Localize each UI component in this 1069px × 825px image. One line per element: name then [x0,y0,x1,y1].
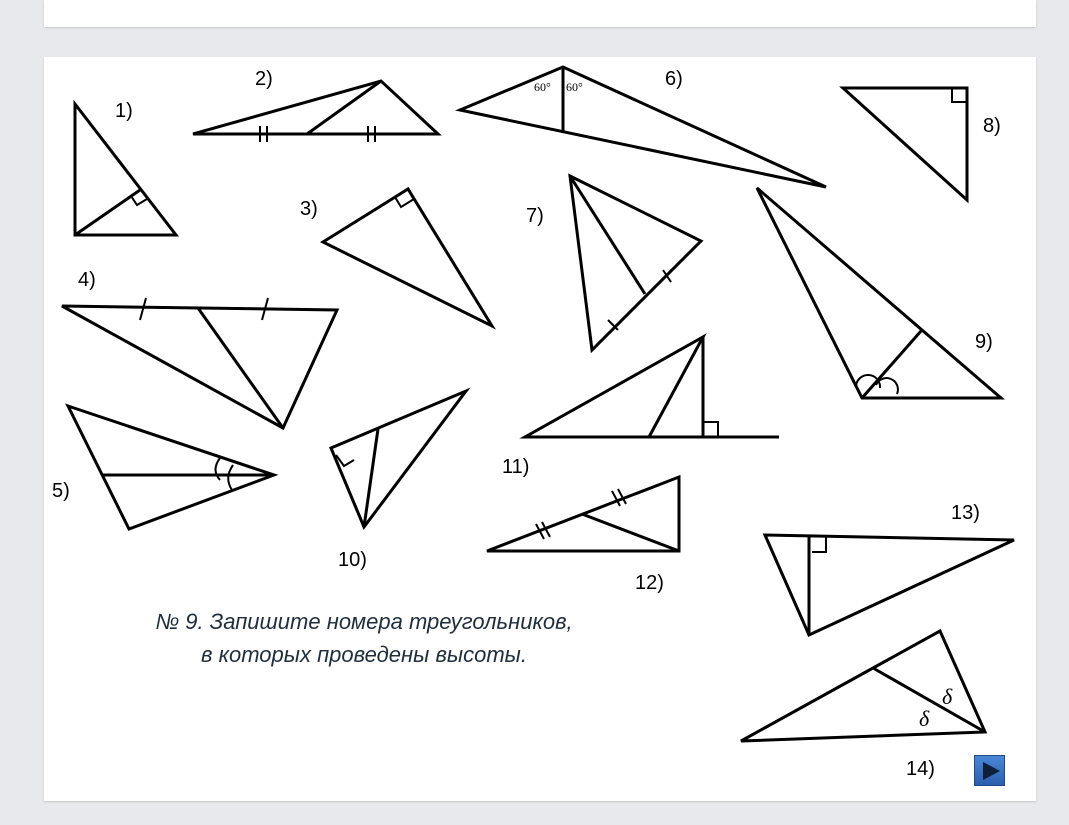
triangle-6 [460,67,826,187]
label-14: 14) [906,758,935,780]
label-6: 6) [665,68,683,90]
triangle-4 [62,298,337,428]
triangle-2 [193,81,438,142]
delta-mark-1: δ [942,684,953,709]
label-5: 5) [52,480,70,502]
triangle-11 [525,337,779,437]
label-9: 9) [975,331,993,353]
triangle-5 [68,406,274,529]
label-3: 3) [300,198,318,220]
triangle-7 [570,176,701,350]
delta-mark-2: δ [919,706,930,731]
task-line-1: № 9. Запишите номера треугольников, [155,609,573,634]
triangle-10 [331,391,466,527]
triangle-1 [75,104,176,235]
triangle-13 [765,535,1014,635]
label-7: 7) [526,205,544,227]
angle-mark-right: 60° [566,80,583,94]
label-1: 1) [115,100,133,122]
label-10: 10) [338,549,367,571]
triangle-12 [487,477,679,551]
next-slide-button[interactable] [974,755,1005,786]
triangle-3 [323,189,492,326]
slide-card [44,57,1036,801]
triangle-8 [843,88,967,200]
label-12: 12) [635,572,664,594]
triangle-9 [757,188,1001,398]
angle-mark-left: 60° [534,80,551,94]
label-8: 8) [983,115,1001,137]
label-13: 13) [951,502,980,524]
label-11: 11) [502,456,530,478]
task-text [104,605,624,671]
task-line-2: в которых проведены высоты. [201,642,527,667]
label-4: 4) [78,269,96,291]
label-2: 2) [255,68,273,90]
